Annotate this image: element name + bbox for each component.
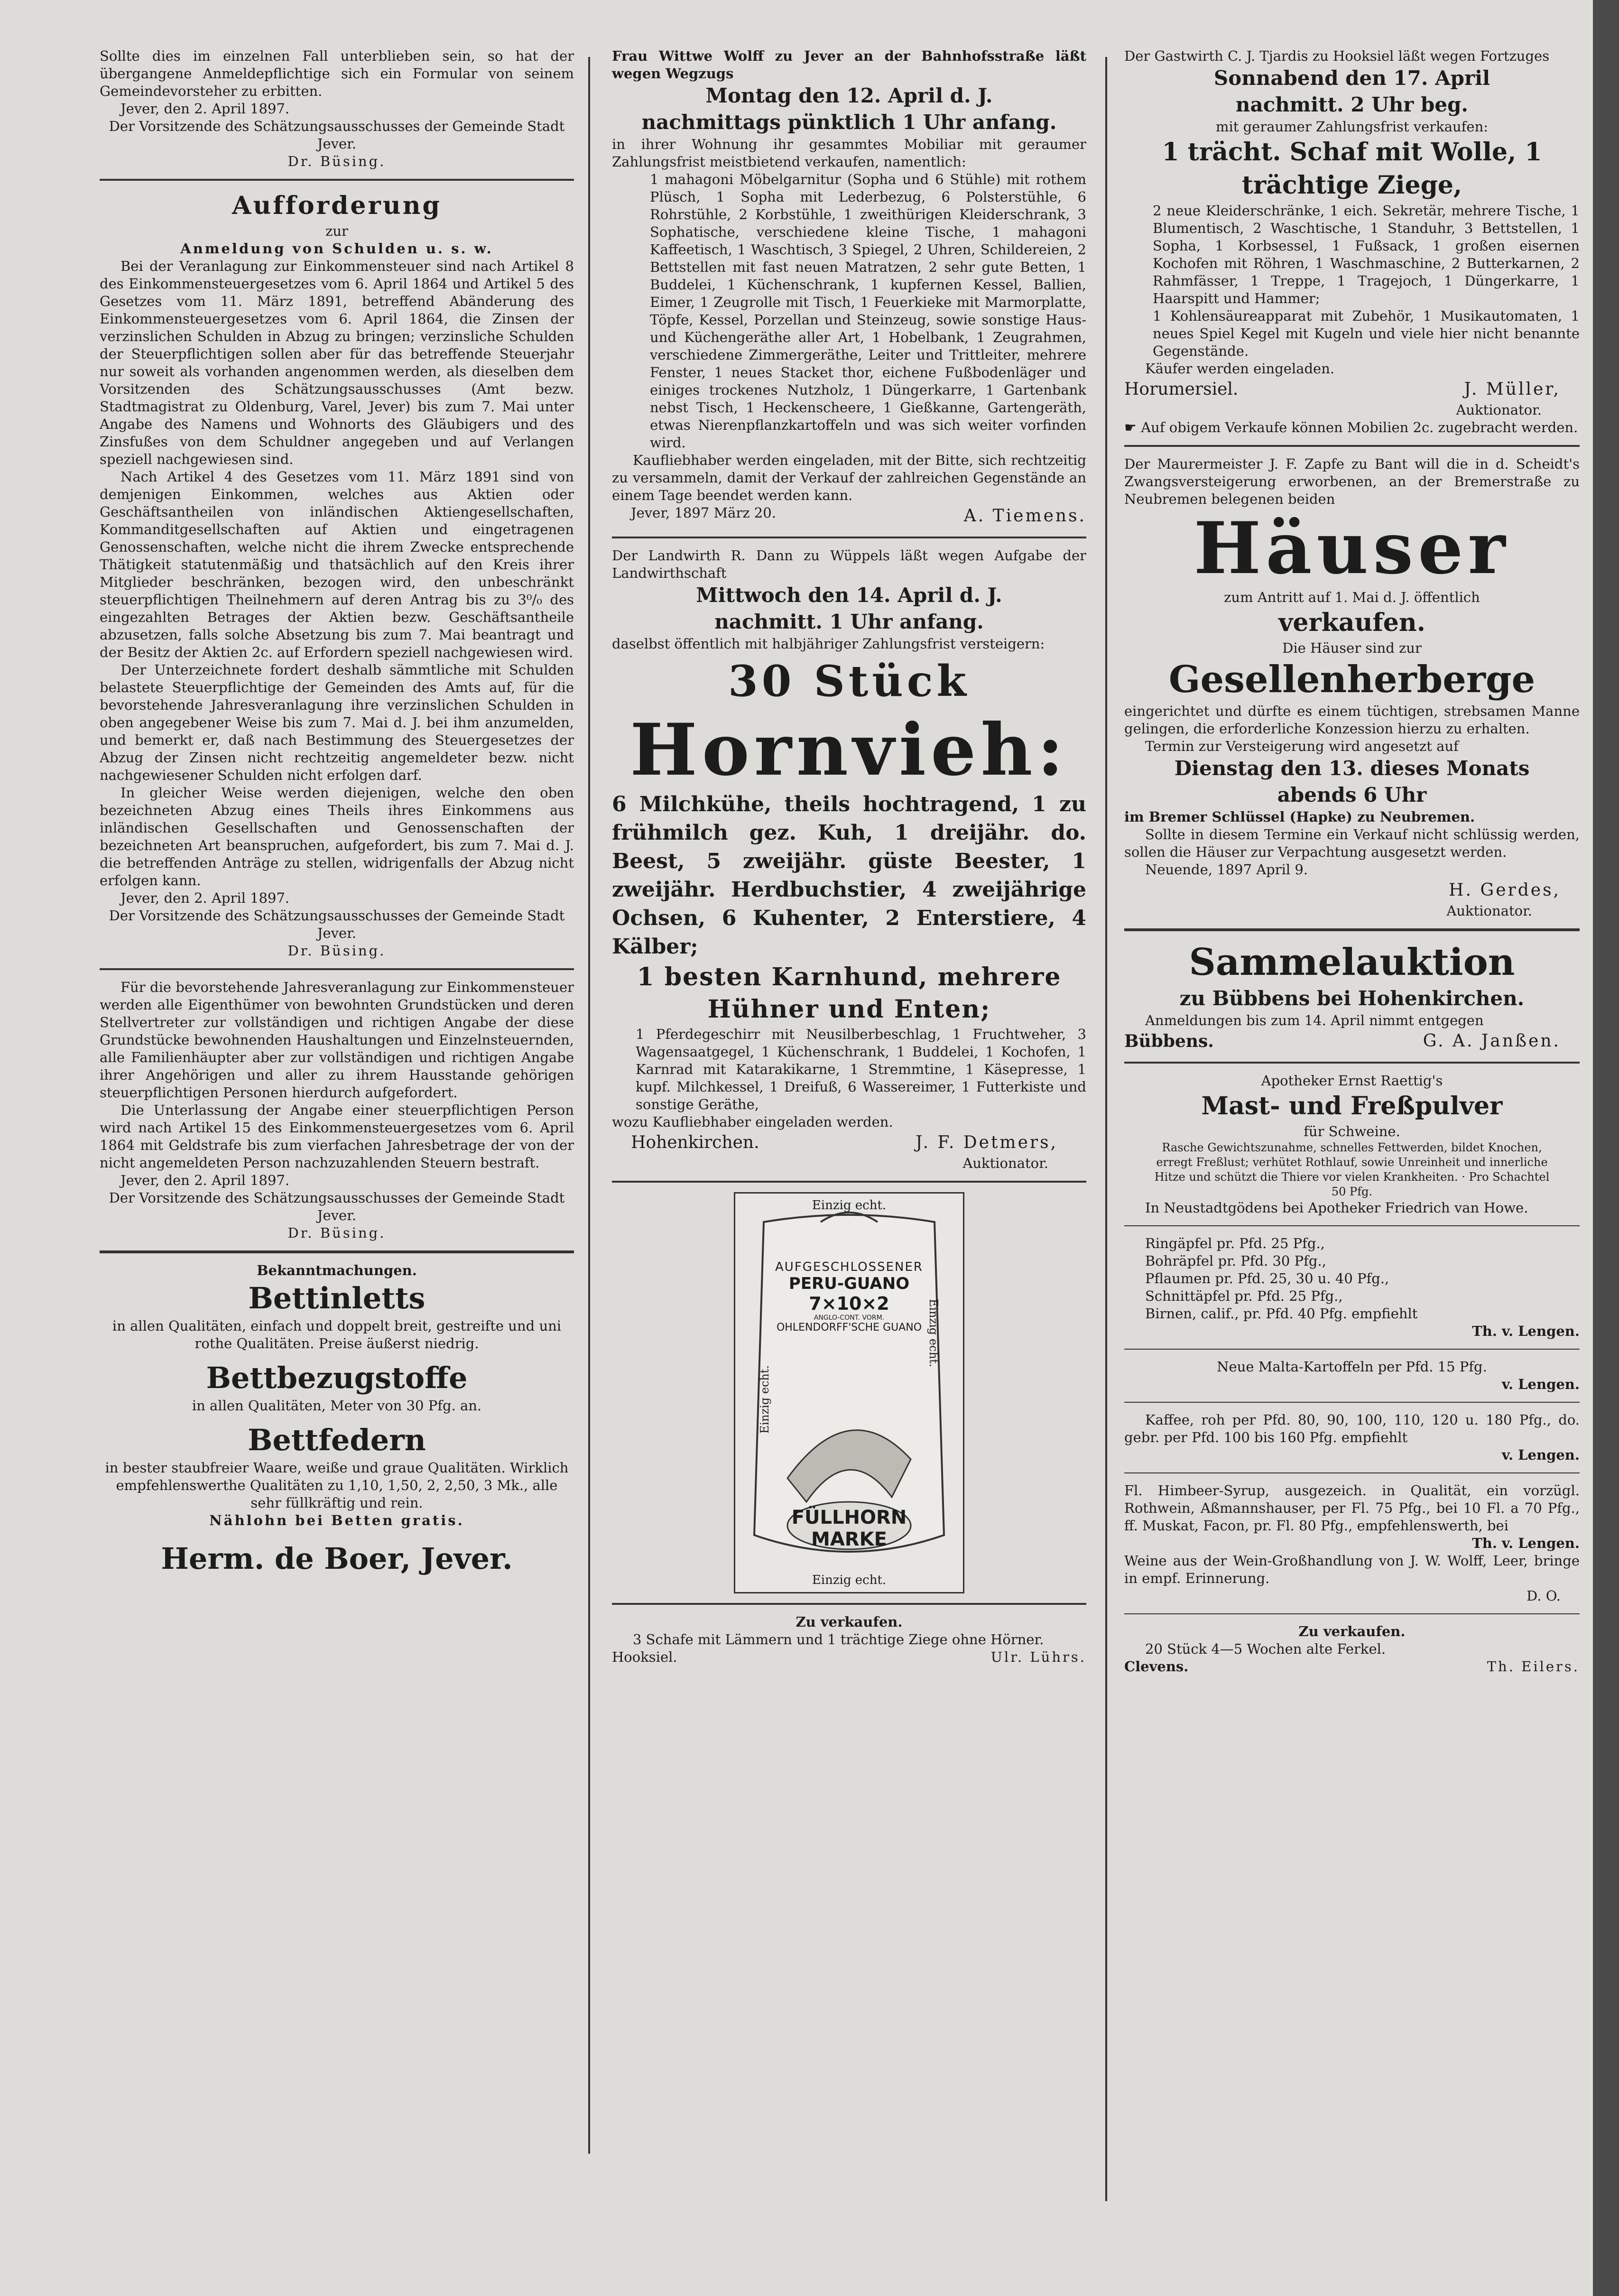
guano-line-3: 7×10×2 [809,1293,889,1314]
divider [612,537,1086,538]
zapfe-p5: Sollte in diesem Termine ein Verkauf nicht schlüssig werden, sollen die Häuser zur Verpachtung ausgesetzt werden. [1124,826,1580,860]
guano-line-6: FÜLLHORN [791,1507,907,1528]
tjardis-time: nachmitt. 2 Uhr beg. [1235,93,1469,116]
tjardis-date: Sonnabend den 17. April [1213,66,1490,90]
bettinletts-title: Bettinletts [248,1281,426,1315]
bettbezugstoffe-text: in allen Qualitäten, Meter von 30 Pfg. an. [192,1398,482,1414]
veranlagung-signature-name: Dr. Büsing. [287,1225,386,1241]
intro-text: Sollte dies im einzelnen Fall unterblieben sein, so hat der übergangene Anmeldepflichtige sich ein Formular von seinem Gemeindevorsteher zu erbitten. [100,48,574,99]
obst-1: Ringäpfel pr. Pfd. 25 Pfg., [1145,1235,1325,1251]
veranlagung-date: Jever, den 2. April 1897. [120,1172,290,1188]
tjardis-intro: Der Gastwirth C. J. Tjardis zu Hooksiel läßt wegen Fortzuges [1124,48,1550,64]
dann-sign [612,1131,1086,1155]
howe-text: In Neustadtgödens bei Apotheker Friedrich van Howe. [1145,1200,1528,1216]
zapfe-role: Auktionator. [1446,903,1532,919]
zapfe-p3: eingerichtet und dürfte es einem tüchtigen, strebsamen Manne gelingen, die erforderliche Konzession hierzu zu erhalten. [1124,703,1580,737]
schafe-place: Hooksiel. [612,1649,677,1665]
veranlagung-p1: Für die bevorstehende Jahresveranlagung zur Einkommensteuer werden alle Eigenthümer von bewohnten Grundstücken und deren Stellvertreter zur vollständigen und richtigen Angabe der diese Grundstücke bewohnenden Haushaltungen und Einzelnsteuernden, alle Familienhäupter aber zur vollständigen und richtigen Angabe ihrer Angehörigen und aller zu ihrem Hausstande gehörigen steuerpflichtigen Personen hierdurch aufgefordert. [100,979,574,1101]
mast-title: Mast- und Freßpulver [1201,1092,1503,1120]
bekanntmachungen-title: Bekanntmachungen. [257,1262,417,1278]
dann-date: Mittwoch den 14. April d. J. [696,583,1002,607]
guano-ad-image [734,1192,964,1593]
wolff-signature: A. Tiemens. [963,506,1086,526]
ferkel-text: 20 Stück 4—5 Wochen alte Ferkel. [1145,1641,1386,1657]
veranlagung-p2: Die Unterlassung der Angabe einer steuerpflichtigen Person wird nach Artikel 15 des Einkommensteuergesetzes vom 6. April 1864 mit Geldstrafe bis zum vierfachen Jahresbetrage der von der nicht angemeldeten Person nachzuzahlenden Steuern bestraft. [100,1102,574,1171]
guano-line-4: ANGLO-CONT. VORM. [814,1314,885,1322]
schweine-title: für Schweine. [1304,1123,1400,1139]
aufforderung-subtitle: Anmeldung von Schulden u. s. w. [180,241,493,257]
divider [1124,1225,1580,1226]
tjardis-p2: Käufer werden eingeladen. [1145,361,1335,377]
ferkel-title: Zu verkaufen. [1298,1623,1406,1639]
divider [1124,1472,1580,1473]
divider [1124,1349,1580,1350]
column-2 [612,47,1086,1666]
himbeer-text: Fl. Himbeer-Syrup, ausgezeich. in Qualität, ein vorzügl. Rothwein, Aßmannshauser, per Fl. 75 Pfg., bei 10 Fl. a 70 Pfg., ff. Muskat, Facon, pr. Fl. 80 Pfg., empfehlenswerth, bei [1124,1482,1580,1534]
sammelauktion-signature: G. A. Janßen. [1423,1031,1561,1051]
aufforderung-signature: Der Vorsitzende des Schätzungsausschusses der Gemeinde Stadt Jever. [109,907,565,941]
tjardis-p1: mit geraumer Zahlungsfrist verkaufen: [1215,119,1489,135]
divider [612,1603,1086,1605]
tjardis-note: ☛ Auf obigem Verkaufe können Mobilien 2c. zugebracht werden. [1124,419,1578,435]
column-3 [1124,47,1580,1676]
schafe-signature: Ulr. Lührs. [990,1649,1086,1665]
column-rule [588,57,590,2154]
tjardis-big: 1 trächt. Schaf mit Wolle, 1 trächtige Ziege, [1162,138,1542,200]
column-rule [1105,57,1107,2201]
intro-date: Jever, den 2. April 1897. [120,101,290,117]
sammelauktion-sign [1124,1029,1580,1053]
aufforderung-p1: Bei der Veranlagung zur Einkommensteuer sind nach Artikel 8 des Einkommensteuergesetzes vom 6. April 1864 und Artikel 5 des Gesetzes vom 11. März 1891, betreffend Abänderung des Einkommensteuergesetzes vom 6. April 1864, die Zinsen der verzinslichen Schulden in Abzug zu bringen; verzinsliche Schulden der Steuerpflichtigen sollen aber für das betreffende Steuerjahr nur soweit als vorhanden angenommen werden, als dieselben dem Vorsitzenden des Schätzungsausschusses (Amt bezw. Stadtmagistrat zu Oldenburg, Varel, Jever) bis zum 7. Mai unter Angabe des Namens und Wohnorts des Gläubigers und des Zinsfußes von dem Schuldner angegeben und auf Verlangen speziell nachgewiesen sind. [100,258,574,467]
zapfe-place: Neuende, 1897 April 9. [1145,861,1308,878]
obst-4: Schnittäpfel pr. Pfd. 25 Pfg., [1145,1288,1343,1304]
guano-top-label: Einzig echt. [812,1198,887,1213]
dann-list2: 1 Pferdegeschirr mit Neusilberbeschlag, 1 Fruchtweher, 3 Wagensaatgegel, 1 Küchenschrank, 1 Buddelei, 1 Kochofen, 1 Karnrad mit Katarakikarne, 1 Stremmtine, 1 Käsepresse, 1 kupf. Milchkessel, 1 Dreifuß, 6 Wassereimer, 1 Futterkiste und sonstige Geräthe, [636,1026,1086,1112]
guano-line-7: MARKE [811,1528,887,1550]
intro-signature: Der Vorsitzende des Schätzungsausschusses der Gemeinde Stadt Jever. [109,118,565,152]
zapfe-date: Dienstag den 13. dieses Monats [1174,757,1530,780]
sammelauktion-location: zu Bübbens bei Hohenkirchen. [1179,987,1525,1010]
bettbezugstoffe-title: Bettbezugstoffe [206,1361,468,1395]
aufforderung-p4: In gleicher Weise werden diejenigen, welche den oben bezeichneten Abzug eines Theils ihres Einkommens aus inländischen Gesellschaften und Genossenschaften der bezeichneten Art beanspruchen, aufgefordert, bis zum 7. Mai d. J. die betreffenden Anträge zu stellen, widrigenfalls der Abzug nicht erfolgen kann. [100,785,574,889]
zapfe-p1: zum Antritt auf 1. Mai d. J. öffentlich [1224,589,1480,605]
tjardis-signature: J. Müller, [1464,380,1561,399]
dann-intro: Der Landwirth R. Dann zu Wüppels läßt wegen Aufgabe der Landwirthschaft [612,547,1086,581]
hornvieh-title: Hornvieh: [630,708,1068,792]
dann-p2: wozu Kaufliebhaber eingeladen werden. [612,1114,893,1130]
divider [1124,928,1580,931]
dann-place: Hohenkirchen. [631,1133,759,1152]
divider [612,1181,1086,1183]
gesellenherberge-title: Gesellenherberge [1168,658,1536,701]
sammelauktion-title: Sammelauktion [1189,941,1515,984]
divider [1124,1402,1580,1403]
dann-signature: J. F. Detmers, [916,1133,1058,1152]
lengen-signature-3: v. Lengen. [1502,1447,1580,1463]
wolff-sign [612,504,1086,528]
zapfe-p4: Termin zur Versteigerung wird angesetzt auf [1145,738,1459,754]
guano-side-right: Einzig echt. [926,1298,940,1368]
raettig-name: Apotheker Ernst Raettig's [1261,1073,1443,1089]
bettfedern-text: in bester staubfreier Waare, weiße und graue Qualitäten. Wirklich empfehlenswerthe Qualitäten zu 1,10, 1,50, 2, 2,50, 3 Mk., alle sehr füllkräftig und rein. [105,1460,569,1511]
divider [1124,445,1580,447]
guano-line-5: OHLENDORFF'SCHE GUANO [776,1322,922,1333]
karnhund-title: 1 besten Karnhund, mehrere Hühner und Enten; [637,963,1062,1024]
aufforderung-title: Aufforderung [232,191,442,220]
divider [100,1250,574,1253]
divider [1124,1613,1580,1614]
obst-3: Pflaumen pr. Pfd. 25, 30 u. 40 Pfg., [1145,1270,1389,1287]
schafe-sign [612,1648,1086,1666]
obst-5: Birnen, calif., pr. Pfd. 40 Pfg. empfiehlt [1145,1305,1418,1322]
wolff-p2: Kaufliebhaber werden eingeladen, mit der Bitte, sich rechtzeitig zu versammeln, damit der Verkauf der zahlreichen Gegenstände an einem Tage beendet werden kann. [612,452,1086,503]
naehlohn-text: Nählohn bei Betten gratis. [209,1512,464,1528]
wolff-list: 1 mahagoni Möbelgarnitur (Sopha und 6 Stühle) mit rothem Plüsch, 1 Sopha mit Lederbezug, 6 Polsterstühle, 6 Rohrstühle, 2 Korbstühle, 1 zweithürigen Kleiderschrank, 3 Sophatische, verschiedene kleine Tische, 1 mahagoni Kaffeetisch, 1 Waschtisch, 3 Spiegel, 2 Uhren, Schildereien, 2 Bettstellen mit fast neuen Matratzen, 2 sehr gute Betten, 1 Buddelei, 1 Küchenschrank, 1 kupfernen Kessel, Ballien, Eimer, 1 Zeugrolle mit Tisch, 1 Feuerkieke mit Marmorplatte, Töpfe, Kessel, Porzellan und Steinzeug, sowie sonstige Haus- und Küchengeräthe aller Art, 1 Hobelbank, 1 Zeugrahmen, verschiedene Zimmergeräthe, Leiter und Trittleiter, mehrere Fenster, 1 neues Stacket thor, eichene Fußbodenläger und einiges trockenes Nutzholz, 1 Düngerkarre, 1 Gartenbank nebst Tisch, 1 Heckenscheere, 1 Gießkanne, Gartengeräth, etwas Nierenpflanzkartoffeln und was sich weiter vorfinden wird. [650,171,1086,451]
dann-p1: daselbst öffentlich mit halbjähriger Zahlungsfrist versteigern: [612,636,1045,652]
de-boer-title: Herm. de Boer, Jever. [161,1541,513,1576]
stueck-title: 30 Stück [728,656,970,706]
mast-small-text: Rasche Gewichtszunahme, schnelles Fettwerden, bildet Knochen, erregt Freßlust; verhütet Rothlauf, sowie Unreinheit und innerliche Hitze und schützt die Thiere vor vielen Krankheiten. · Pro Schachtel 50 Pfg. [1154,1141,1550,1198]
zapfe-location: im Bremer Schlüssel (Hapke) zu Neubremen. [1124,809,1475,825]
ferkel-sign [1124,1658,1580,1676]
weine-text: Weine aus der Wein-Großhandlung von J. W. Wolff, Leer, bringe in empf. Erinnerung. [1124,1553,1580,1586]
haeuser-title: Häuser [1193,507,1510,590]
obst-2: Bohräpfel pr. Pfd. 30 Pfg., [1145,1253,1326,1269]
kaffee-text: Kaffee, roh per Pfd. 80, 90, 100, 110, 120 u. 180 Pfg., do. gebr. per Pfd. 100 bis 160 Pfg. empfiehlt [1124,1412,1580,1445]
veranlagung-signature: Der Vorsitzende des Schätzungsausschusses der Gemeinde Stadt Jever. [109,1190,565,1223]
ferkel-signature: Th. Eilers. [1487,1658,1580,1675]
tjardis-place: Horumersiel. [1124,380,1239,399]
ferkel-place: Clevens. [1124,1658,1189,1675]
divider [100,179,574,181]
intro-signature-name: Dr. Büsing. [287,153,386,169]
divider [1124,1062,1580,1064]
guano-line-2: PERU-GUANO [788,1274,910,1293]
lengen-signature-1: Th. v. Lengen. [1472,1323,1580,1339]
column-1 [100,47,574,1578]
tjardis-list2: 1 Kohlensäureapparat mit Zubehör, 1 Musikautomaten, 1 neues Spiel Kegel mit Kugeln und viele hier nicht benannte Gegenstände. [1153,308,1580,359]
wolff-p1: in ihrer Wohnung ihr gesammtes Mobiliar mit geraumer Zahlungsfrist meistbietend verkaufen, namentlich: [612,136,1086,170]
scan-edge [1593,0,1619,2296]
zapfe-time: abends 6 Uhr [1277,783,1427,806]
tjardis-sign [1124,378,1580,401]
wolff-date: Montag den 12. April d. J. [705,84,993,107]
sammelauktion-text: Anmeldungen bis zum 14. April nimmt entgegen [1145,1012,1484,1028]
aufforderung-p3: Der Unterzeichnete fordert deshalb sämmtliche mit Schulden belastete Steuerpflichtige der Gemeinden des Amts auf, für die bevorstehende Jahresveranlagung ihre verzinslichen Schulden in oben angegebener Weise bis zum 7. Mai d. J. bei ihm anzumelden, und bemerkt er, daß nach Bestimmung des Steuergesetzes der Abzug der Zinsen nicht rechtzeitig angemeldeter bezw. nicht nachgewiesener Schulden nicht erfolgen darf. [100,662,574,783]
bettfedern-title: Bettfedern [248,1423,426,1457]
zapfe-p2: Die Häuser sind zur [1282,640,1422,656]
aufforderung-zur: zur [325,223,348,239]
weine-signature: D. O. [1526,1588,1561,1604]
tjardis-role: Auktionator. [1456,402,1542,418]
lengen-signature-2: v. Lengen. [1502,1376,1580,1392]
vieh-list: 6 Milchkühe, theils hochtragend, 1 zu frühmilch gez. Kuh, 1 dreijähr. do. Beest, 5 zweijähr. güste Beester, 1 zweijähr. Herdbuchstier, 4 zweijährige Ochsen, 6 Kuhenter, 2 Enterstiere, 4 Kälber; [612,792,1086,959]
guano-side-left: Einzig echt. [758,1365,772,1434]
divider [100,968,574,970]
schafe-title: Zu verkaufen. [796,1614,903,1630]
dann-time: nachmitt. 1 Uhr anfang. [714,610,984,633]
guano-bottom-label: Einzig echt. [812,1573,887,1587]
zapfe-signature: H. Gerdes, [1449,880,1561,900]
malta-text: Neue Malta-Kartoffeln per Pfd. 15 Pfg. [1217,1359,1487,1375]
zapfe-intro: Der Maurermeister J. F. Zapfe zu Bant will die in d. Scheidt's Zwangsversteigerung erworbenen, an der Bremerstraße zu Neubremen belegenen beiden [1124,456,1580,507]
lengen-signature-4: Th. v. Lengen. [1472,1535,1580,1551]
schafe-text: 3 Schafe mit Lämmern und 1 trächtige Ziege ohne Hörner. [633,1631,1044,1648]
wolff-time: nachmittags pünktlich 1 Uhr anfang. [641,111,1057,134]
bettinletts-text: in allen Qualitäten, einfach und doppelt breit, gestreifte und uni rothe Qualitäten. Preise äußerst niedrig. [112,1318,562,1352]
aufforderung-date: Jever, den 2. April 1897. [120,890,290,906]
dann-role: Auktionator. [962,1155,1048,1171]
guano-brand [735,1507,963,1550]
guano-line-1: AUFGESCHLOSSENER [775,1260,923,1274]
wolff-intro: Frau Wittwe Wolff zu Jever an der Bahnhofsstraße läßt wegen Wegzugs [612,48,1086,82]
sammelauktion-place: Bübbens. [1124,1031,1214,1051]
aufforderung-p2: Nach Artikel 4 des Gesetzes vom 11. März 1891 sind von demjenigen Einkommen, welches aus Aktien oder Geschäftsantheilen von inländischen Aktiengesellschaften, Kommanditgesellschaften auf Aktien und eingetragenen Genossenschaften, welche nicht die ihrem Zwecke entsprechende Thätigkeit statutenmäßig und thatsächlich auf den Kreis ihrer Mitglieder beschränken, bezogen wird, den unbeschränkt steuerpflichtigen Theilnehmern auf deren Antrag bis zu 3⁰/₀ des eingezahlten Betrages der Aktien bezw. Geschäftsantheile abzusetzen, falls solche Absetzung bis zum 7. Mai beantragt und der Besitz der Aktien 2c. auf Erfordern speziell nachgewiesen wird. [100,469,574,660]
wolff-place: Jever, 1897 März 20. [631,505,776,521]
aufforderung-signature-name: Dr. Büsing. [287,943,386,959]
tjardis-list: 2 neue Kleiderschränke, 1 eich. Sekretär, mehrere Tische, 1 Blumentisch, 2 Waschtische, 1 Standuhr, 3 Bettstellen, 1 Sopha, 1 Korbsessel, 1 Fußsack, 1 großen eisernen Kochofen mit Röhren, 1 Waschmaschine, 2 Butterkarnen, 2 Rahmfässer, 1 Treppe, 1 Tragejoch, 1 Düngerkarre, 1 Haarspitt und Hammer; [1153,203,1580,306]
verkaufen-title: verkaufen. [1278,608,1425,637]
